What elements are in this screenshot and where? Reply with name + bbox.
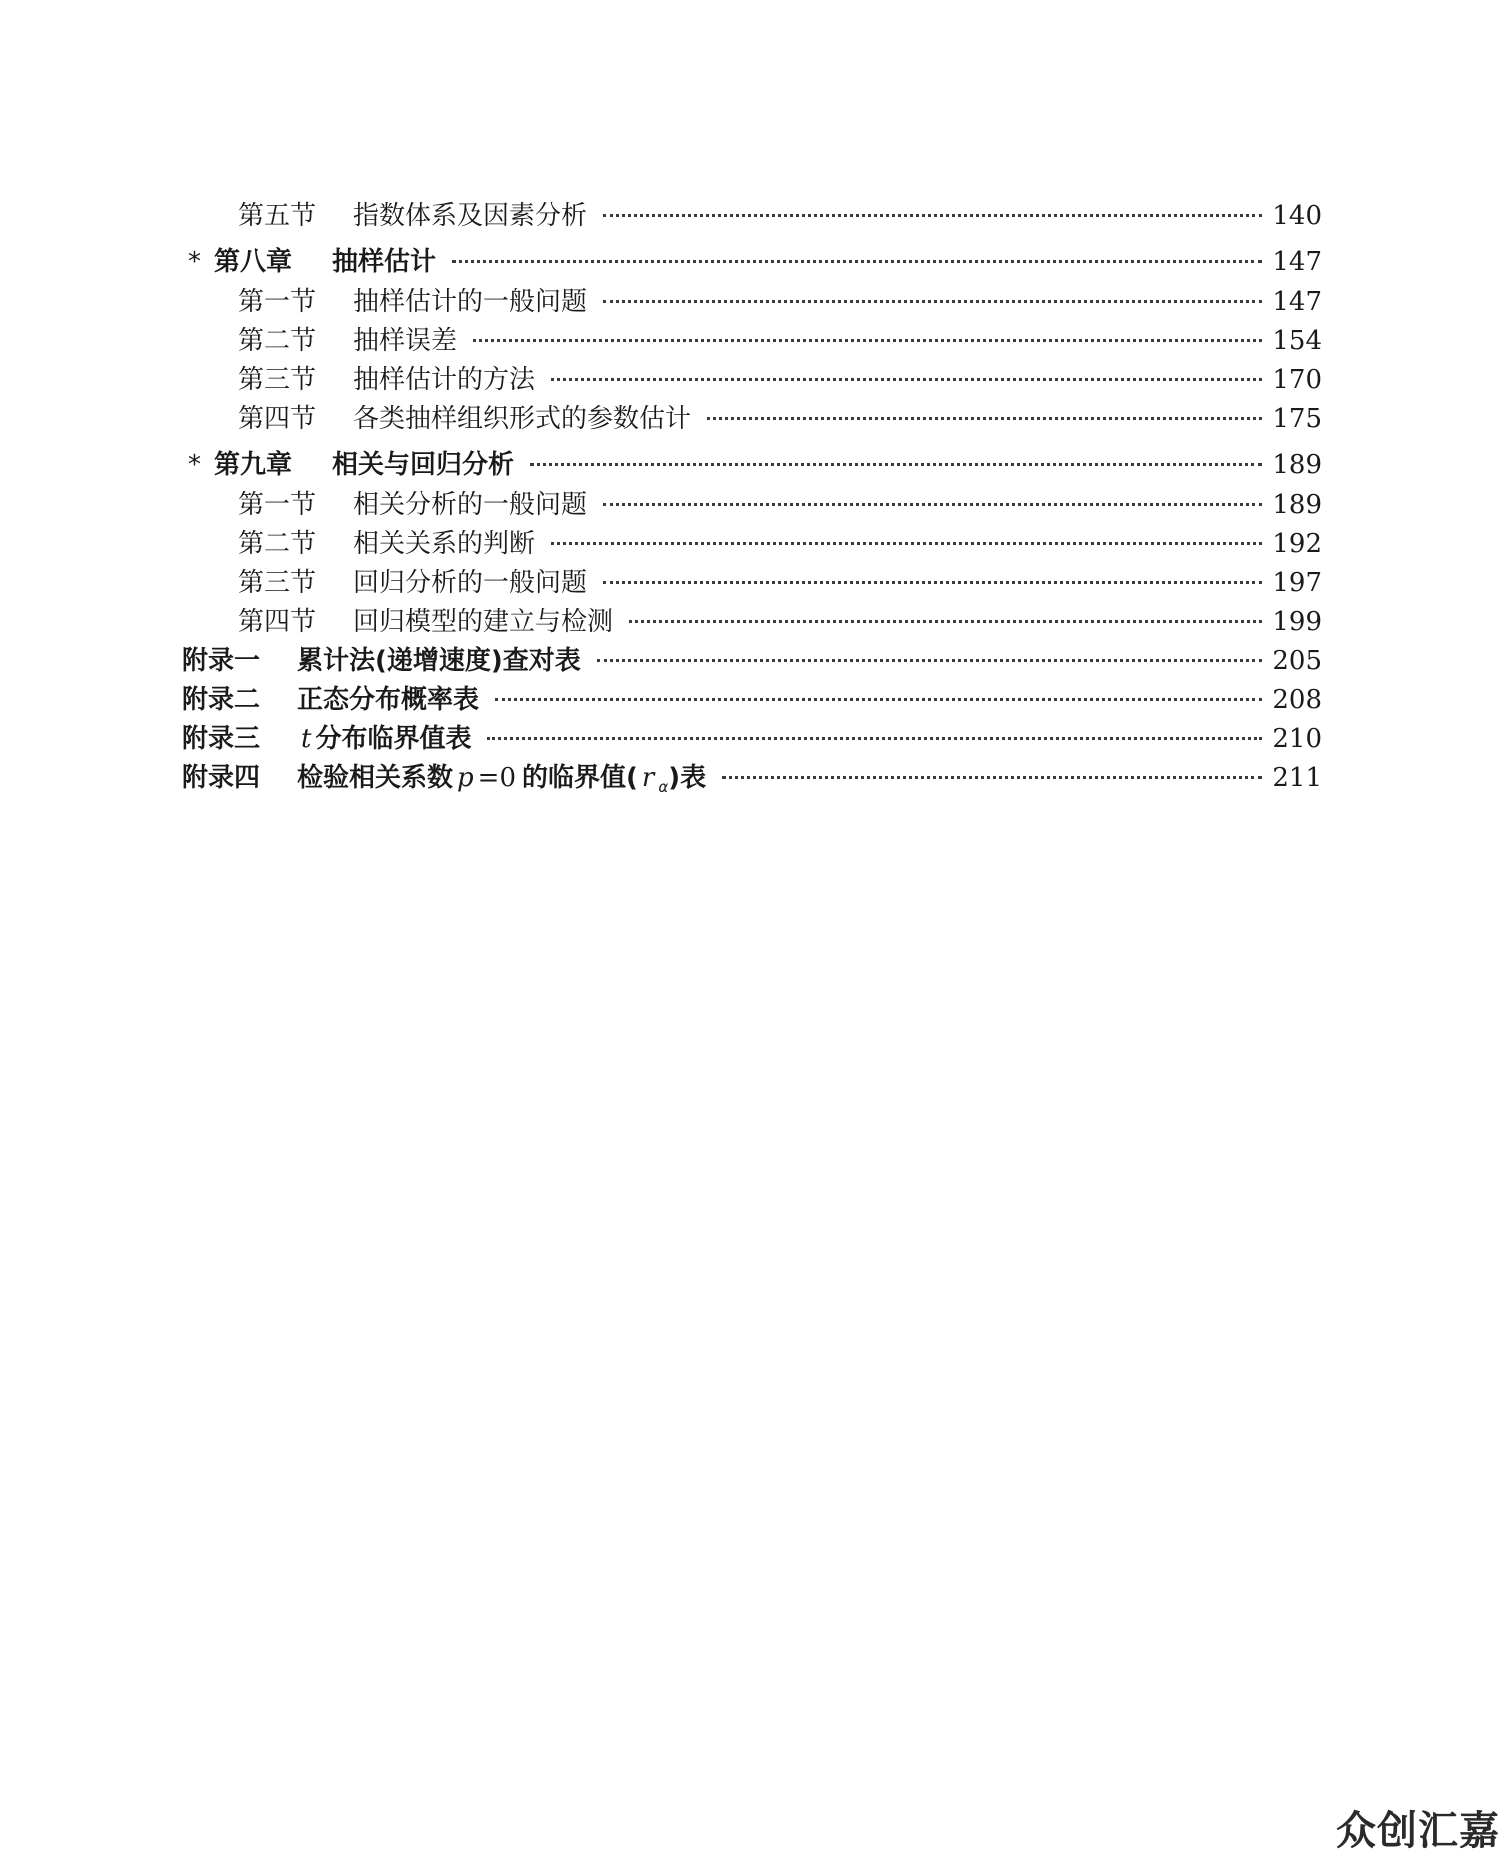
toc-entry-title-text: 分布临界值表 [315, 724, 472, 754]
toc-entry-page: 189 [1272, 450, 1322, 480]
toc-entry-title: 回归模型的建立与检测 [353, 607, 614, 637]
toc-entry-section[interactable] [182, 562, 1322, 601]
toc-entry-label: 第四节 [238, 607, 317, 637]
watermark-logo: 众创汇嘉 [1336, 1808, 1500, 1854]
dot-leader [722, 776, 1262, 779]
toc-entry-title: 回归分析的一般问题 [353, 568, 588, 598]
toc-entry-page: 170 [1272, 365, 1322, 395]
toc-entry-label: 第二节 [238, 326, 317, 356]
toc-entry-title: 正态分布概率表 [297, 685, 480, 715]
toc-entry-title-text: 检验相关系数 [297, 763, 454, 793]
toc-entry-title: 相关分析的一般问题 [353, 490, 588, 520]
toc-entry-page: 175 [1272, 404, 1322, 434]
math-variable: p [457, 763, 474, 793]
toc-entry-page: 210 [1272, 724, 1322, 754]
toc-entry-section[interactable] [182, 281, 1322, 320]
toc-entry-label: 第五节 [238, 201, 317, 231]
optional-chapter-mark: * [188, 450, 201, 480]
toc-entry-section[interactable] [182, 398, 1322, 437]
math-variable: r [641, 763, 655, 793]
toc-entry-section[interactable] [182, 195, 1322, 234]
toc-entry-appendix[interactable] [182, 757, 1322, 796]
toc-entry-title-text: )表 [668, 763, 707, 793]
toc-entry-title: 抽样估计的方法 [353, 365, 536, 395]
toc-entry-page: 208 [1272, 685, 1322, 715]
toc-entry-label: 附录二 [182, 685, 261, 715]
toc-entry-title: 相关与回归分析 [332, 450, 515, 480]
toc-entry-label: 第一节 [238, 490, 317, 520]
toc-entry-page: 205 [1272, 646, 1322, 676]
dot-leader [603, 503, 1262, 506]
toc-entry-section[interactable] [182, 601, 1322, 640]
toc-entry-title: 抽样估计的一般问题 [353, 287, 588, 317]
optional-chapter-mark: * [188, 247, 201, 277]
toc-entry-title: 指数体系及因素分析 [353, 201, 588, 231]
toc-entry-page: 154 [1272, 326, 1322, 356]
toc-entry-label: 第一节 [238, 287, 317, 317]
toc-entry-appendix[interactable] [182, 679, 1322, 718]
toc-entry-label: 附录四 [182, 763, 261, 793]
toc-entry-chapter[interactable] [182, 444, 1322, 484]
toc-entry-section[interactable] [182, 320, 1322, 359]
toc-entry-page: 197 [1272, 568, 1322, 598]
dot-leader [707, 417, 1262, 420]
dot-leader [473, 339, 1262, 342]
toc-entry-label: 第三节 [238, 568, 317, 598]
toc-entry-page: 199 [1272, 607, 1322, 637]
toc-entry-title [297, 757, 712, 796]
toc-entry-label: 附录三 [182, 724, 261, 754]
toc-entry-title: 抽样估计 [332, 247, 437, 277]
math-subscript: α [658, 778, 669, 797]
dot-leader [629, 620, 1262, 623]
dot-leader [551, 542, 1262, 545]
toc-entry-page: 211 [1272, 763, 1322, 793]
toc-entry-title: 相关关系的判断 [353, 529, 536, 559]
dot-leader [487, 737, 1262, 740]
toc-entry-page: 192 [1272, 529, 1322, 559]
toc-entry-section[interactable] [182, 484, 1322, 523]
table-of-contents [182, 195, 1322, 796]
dot-leader [530, 463, 1262, 466]
dot-leader [603, 300, 1262, 303]
toc-entry-title: 各类抽样组织形式的参数估计 [353, 404, 692, 434]
toc-entry-label: 第四节 [238, 404, 317, 434]
dot-leader [597, 659, 1263, 662]
toc-entry-appendix[interactable] [182, 640, 1322, 679]
toc-entry-title: 累计法(递增速度)查对表 [297, 646, 581, 676]
toc-entry-label: 第八章 [214, 247, 293, 277]
dot-leader [551, 378, 1262, 381]
toc-entry-page: 140 [1272, 201, 1322, 231]
toc-entry-chapter[interactable] [182, 241, 1322, 281]
toc-entry-label: 第九章 [214, 450, 293, 480]
toc-entry-page: 147 [1272, 247, 1322, 277]
dot-leader [603, 581, 1262, 584]
toc-entry-title: 抽样误差 [353, 326, 458, 356]
toc-entry-label: 第三节 [238, 365, 317, 395]
toc-entry-section[interactable] [182, 359, 1322, 398]
dot-leader [603, 214, 1262, 217]
toc-entry-appendix[interactable] [182, 718, 1322, 757]
toc-entry-page: 189 [1272, 490, 1322, 520]
math-variable: t [301, 724, 312, 754]
toc-entry-label: 附录一 [182, 646, 261, 676]
toc-entry-page: 147 [1272, 287, 1322, 317]
toc-entry-section[interactable] [182, 523, 1322, 562]
dot-leader [495, 698, 1262, 701]
toc-entry-title [297, 718, 477, 755]
toc-entry-title-text: 的临界值( [522, 763, 638, 793]
dot-leader [452, 260, 1262, 263]
toc-entry-label: 第二节 [238, 529, 317, 559]
math-equation: =0 [477, 763, 516, 793]
